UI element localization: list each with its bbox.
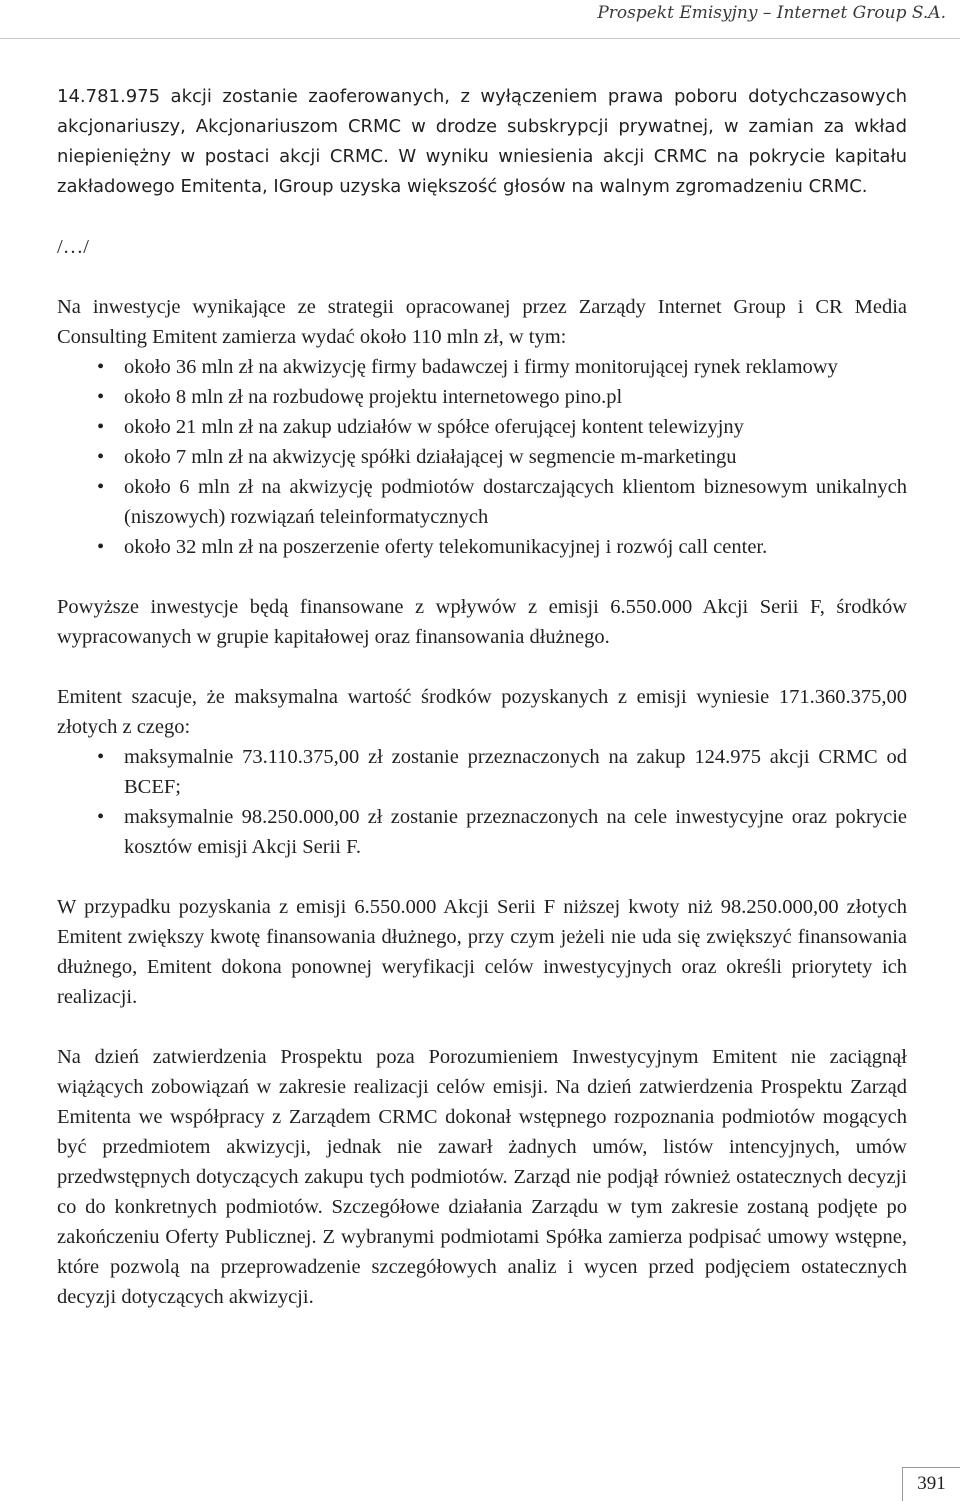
list-item-text: około 6 mln zł na akwizycję podmiotów dostarczających klientom biznesowym unikalnych (niszowych) rozwiązań teleinformatycznych <box>124 476 907 528</box>
spacer <box>57 652 907 682</box>
list-item <box>57 412 907 442</box>
bullet-icon: • <box>97 416 105 438</box>
running-header: Prospekt Emisyjny – Internet Group S.A. <box>597 3 946 23</box>
list-item <box>57 532 907 562</box>
bullet-icon: • <box>97 476 105 498</box>
header-divider <box>0 38 960 39</box>
list-item <box>57 382 907 412</box>
ellipsis-marker: /…/ <box>57 236 89 258</box>
list-item-text: maksymalnie 73.110.375,00 zł zostanie przeznaczonych na zakup 124.975 akcji CRMC od BCEF; <box>124 746 907 798</box>
paragraph-financing: Powyższe inwestycje będą finansowane z wpływów z emisji 6.550.000 Akcji Serii F, środków wypracowanych w grupie kapitałowej oraz finansowania dłużnego. <box>57 596 907 648</box>
spacer <box>57 202 907 232</box>
list-item-text: około 21 mln zł na zakup udziałów w spółce oferującej kontent telewizyjny <box>124 416 744 438</box>
paragraph-lower-proceeds: W przypadku pozyskania z emisji 6.550.000 Akcji Serii F niższej kwoty niż 98.250.000,00 złotych Emitent zwiększy kwotę finansowania dłużnego, przy czym jeżeli nie uda się zwiększyć finansowania dłużnego, Emitent dokona ponownej weryfikacji celów inwestycyjnych oraz określi priorytety ich realizacji. <box>57 896 907 1008</box>
list-item <box>57 352 907 382</box>
spacer <box>57 262 907 292</box>
spacer <box>57 1012 907 1042</box>
bullet-icon: • <box>97 746 105 768</box>
page-body <box>57 82 907 1312</box>
list-item-text: maksymalnie 98.250.000,00 zł zostanie przeznaczonych na cele inwestycyjne oraz pokrycie kosztów emisji Akcji Serii F. <box>124 806 907 858</box>
bullet-icon: • <box>97 536 105 558</box>
allocation-list <box>57 742 907 862</box>
page-number: 391 <box>902 1467 960 1501</box>
list-item-text: około 36 mln zł na akwizycję firmy badawczej i firmy monitorującej rynek reklamowy <box>124 356 838 378</box>
bullet-icon: • <box>97 386 105 408</box>
spacer <box>57 562 907 592</box>
list-item <box>57 802 907 862</box>
list-item-text: około 32 mln zł na poszerzenie oferty telekomunikacyjnej i rozwój call center. <box>124 536 768 558</box>
list-item-text: około 8 mln zł na rozbudowę projektu internetowego pino.pl <box>124 386 623 408</box>
bullet-icon: • <box>97 356 105 378</box>
list-item-text: około 7 mln zł na akwizycję spółki działającej w segmencie m-marketingu <box>124 446 737 468</box>
spacer <box>57 862 907 892</box>
paragraph-investments-intro: Na inwestycje wynikające ze strategii opracowanej przez Zarządy Internet Group i CR Media Consulting Emitent zamierza wydać około 110 mln zł, w tym: <box>57 296 907 348</box>
paragraph-max-value: Emitent szacuje, że maksymalna wartość środków pozyskanych z emisji wyniesie 171.360.375,00 złotych z czego: <box>57 686 907 738</box>
list-item <box>57 442 907 472</box>
bullet-icon: • <box>97 806 105 828</box>
paragraph-crmc-shares: 14.781.975 akcji zostanie zaoferowanych, z wyłączeniem prawa poboru dotychczasowych akcjonariuszy, Akcjonariuszom CRMC w drodze subskrypcji prywatnej, w zamian za wkład niepieniężny w postaci akcji CRMC. W wyniku wniesienia akcji CRMC na pokrycie kapitału zakładowego Emitenta, IGroup uzyska większość głosów na walnym zgromadzeniu CRMC. <box>57 86 907 197</box>
list-item <box>57 742 907 802</box>
paragraph-acquisitions: Na dzień zatwierdzenia Prospektu poza Porozumieniem Inwestycyjnym Emitent nie zaciągnął wiążących zobowiązań w zakresie realizacji celów emisji. Na dzień zatwierdzenia Prospektu Zarząd Emitenta we współpracy z Zarządem CRMC dokonał wstępnego rozpoznania podmiotów mogących być przedmiotem akwizycji, jednak nie zawarł żadnych umów, listów intencyjnych, umów przedwstępnych dotyczących zakupu tych podmiotów. Zarząd nie podjął również ostatecznych decyzji co do konkretnych podmiotów. Szczegółowe działania Zarządu w tym zakresie zostaną podjęte po zakończeniu Oferty Publicznej. Z wybranymi podmiotami Spółka zamierza podpisać umowy wstępne, które pozwolą na przeprowadzenie szczegółowych analiz i wycen przed podjęciem ostatecznych decyzji dotyczących akwizycji. <box>57 1046 907 1308</box>
bullet-icon: • <box>97 446 105 468</box>
investments-list <box>57 352 907 562</box>
list-item <box>57 472 907 532</box>
